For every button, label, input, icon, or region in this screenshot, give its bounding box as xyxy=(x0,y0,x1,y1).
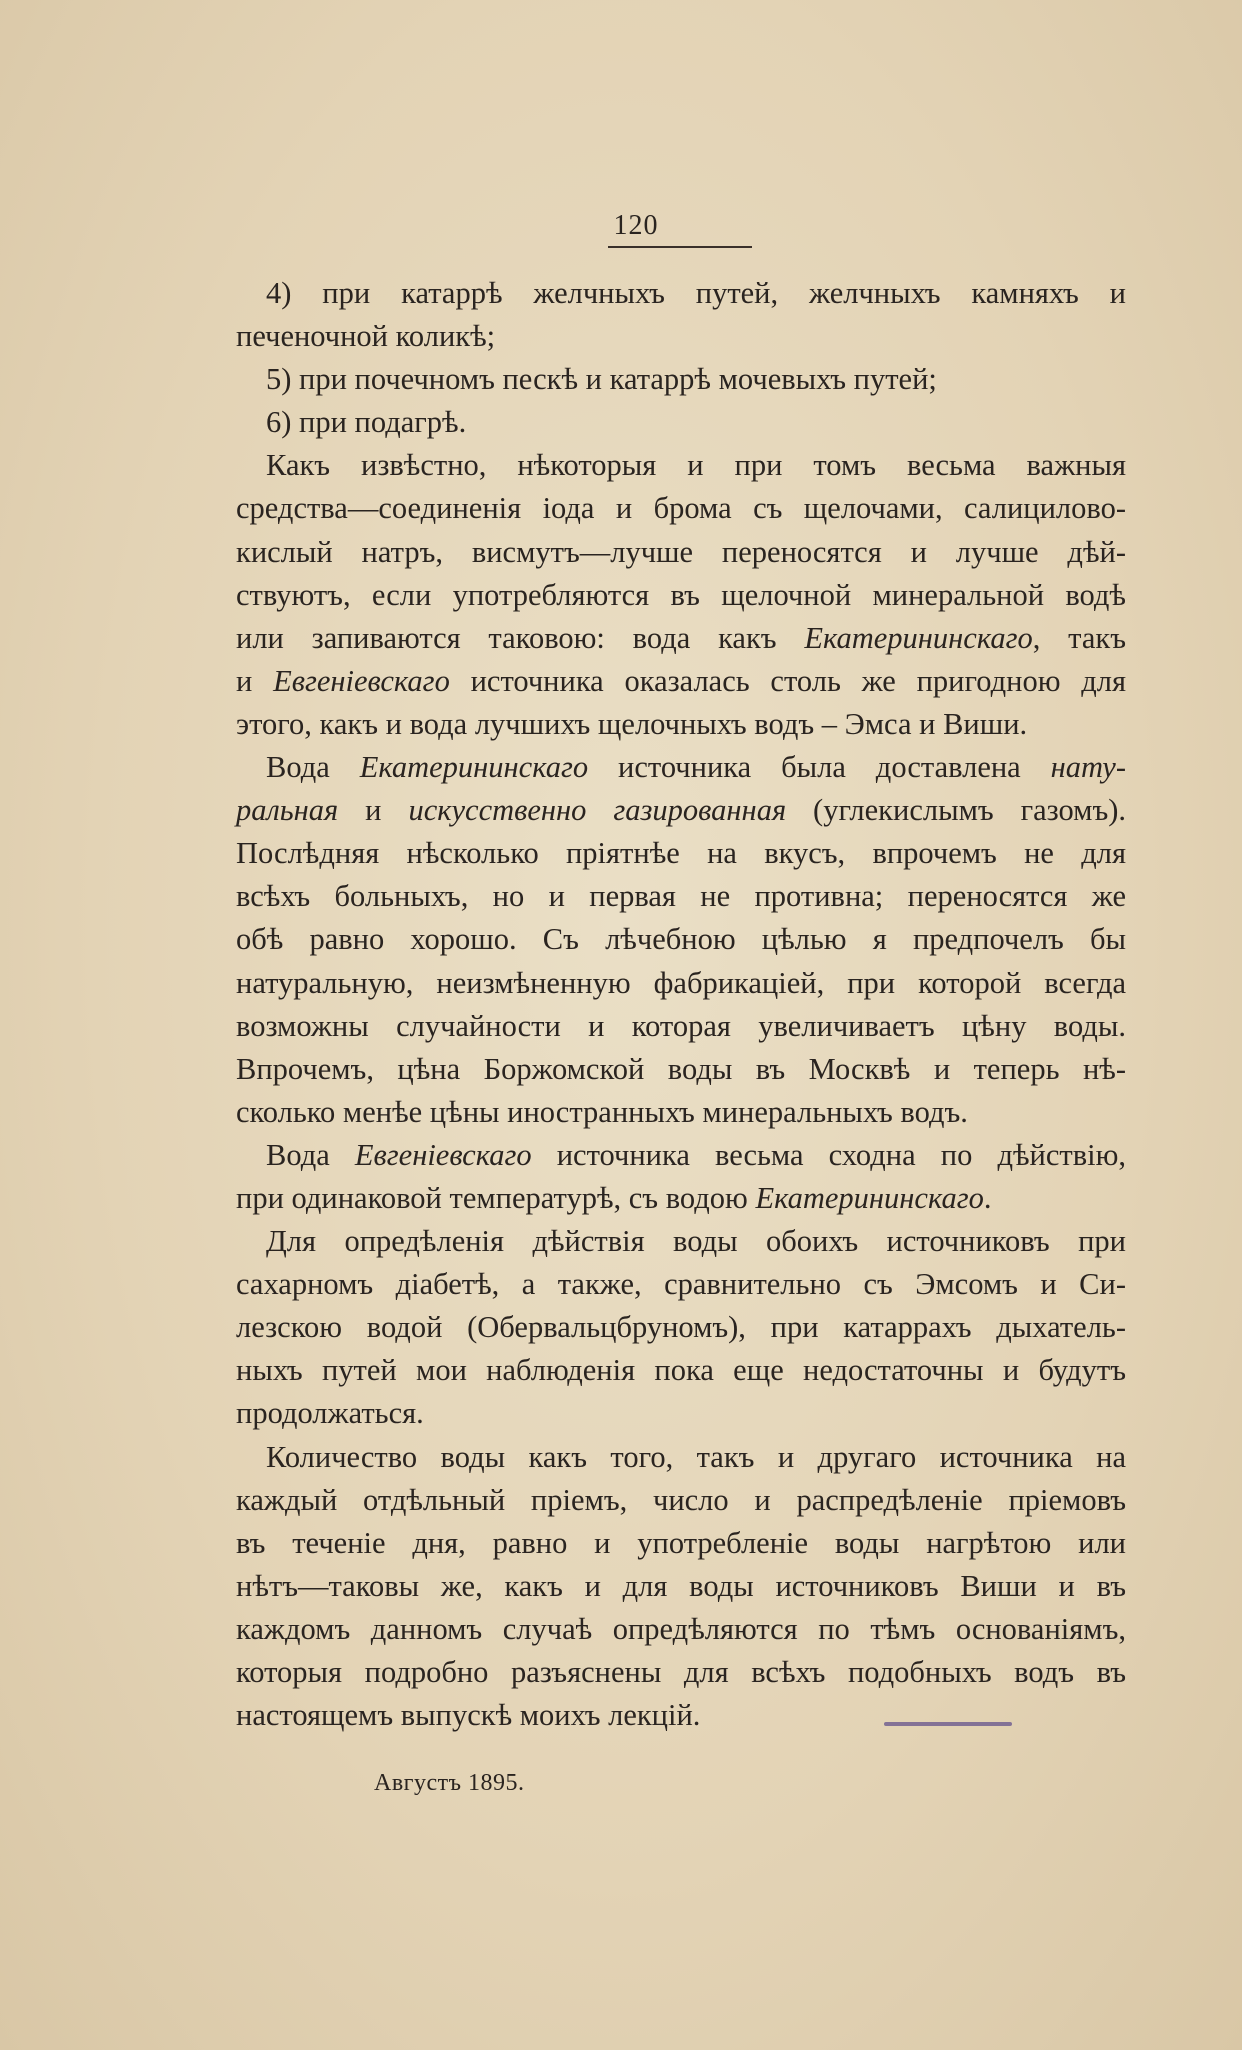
text-line xyxy=(236,1565,1126,1608)
text-segment: обѣ равно хорошо. Съ лѣчебною цѣлью я предпочелъ бы xyxy=(236,922,1126,957)
text-segment: въ теченіе дня, равно и употребленіе воды нагрѣтою или xyxy=(236,1525,1126,1560)
text-segment: 6) при подагрѣ. xyxy=(266,405,467,440)
italic-text: Екатерининскаго xyxy=(359,750,589,785)
text-segment: и xyxy=(338,793,409,828)
text-segment: Послѣдняя нѣсколько пріятнѣе на вкусъ, впрочемъ не для xyxy=(236,836,1126,871)
text-segment: натуральную, неизмѣненную фабрикаціей, при которой всегда xyxy=(236,965,1126,1000)
text-line xyxy=(236,1005,1126,1048)
text-segment: ствуютъ, если употребляются въ щелочной минеральной водѣ xyxy=(236,577,1126,612)
italic-text: Евгеніевскаго xyxy=(354,1137,532,1172)
text-line xyxy=(236,401,1126,444)
page-number: 120 xyxy=(613,210,659,241)
text-line xyxy=(236,1392,1126,1435)
text-segment: каждый отдѣльный пріемъ, число и распредѣленіе пріемовъ xyxy=(236,1482,1126,1517)
text-line xyxy=(236,1436,1126,1479)
text-line xyxy=(236,1220,1126,1263)
text-segment: 4) при катаррѣ желчныхъ путей, желчныхъ камняхъ и xyxy=(266,276,1126,310)
text-line xyxy=(236,962,1126,1005)
text-segment: источника была доставлена xyxy=(588,750,1051,785)
text-line xyxy=(236,358,1126,401)
text-segment: сахарномъ діабетѣ, а также, сравнительно съ Эмсомъ и Си- xyxy=(236,1267,1126,1302)
text-segment: источника весьма сходна по дѣйствію, xyxy=(531,1137,1126,1172)
text-segment: настоящемъ выпускѣ моихъ лекцій. xyxy=(236,1698,701,1733)
text-line xyxy=(236,789,1126,832)
italic-text: Екатерининскаго xyxy=(804,620,1033,655)
text-segment: Вода xyxy=(266,1137,355,1172)
text-segment: источника оказалась столь же пригодною для xyxy=(449,663,1127,698)
text-segment: . xyxy=(983,1180,992,1215)
text-line xyxy=(236,272,1126,315)
text-line xyxy=(236,875,1126,918)
text-segment: которыя подробно разъяснены для всѣхъ подобныхъ водъ въ xyxy=(236,1655,1126,1689)
text-line xyxy=(236,832,1126,875)
text-segment: этого, какъ и вода лучшихъ щелочныхъ водъ – Эмса и Виши. xyxy=(236,706,1028,741)
text-line xyxy=(236,746,1126,789)
text-line xyxy=(236,1694,1126,1737)
text-segment: при одинаковой температурѣ, съ водою xyxy=(236,1180,756,1215)
date-line: Августъ 1895. xyxy=(374,1770,525,1796)
text-segment: каждомъ данномъ случаѣ опредѣляются по тѣмъ основаніямъ, xyxy=(236,1611,1126,1646)
text-line xyxy=(236,617,1126,660)
text-line xyxy=(236,1608,1126,1651)
text-line xyxy=(236,1091,1126,1134)
text-line xyxy=(236,531,1126,574)
text-line xyxy=(236,1479,1126,1522)
text-segment: Количество воды какъ того, такъ и другаго источника на xyxy=(266,1439,1126,1474)
text-segment: печеночной коликѣ; xyxy=(236,319,496,354)
ink-underline xyxy=(884,1722,1012,1726)
text-segment: средства—соединенія іода и брома съ щелочами, салицилово- xyxy=(236,491,1126,526)
text-segment: (углекислымъ газомъ). xyxy=(786,793,1127,828)
text-line xyxy=(236,574,1126,617)
text-line xyxy=(236,1048,1126,1091)
text-segment: 5) при почечномъ пескѣ и катаррѣ мочевыхъ путей; xyxy=(266,362,937,397)
italic-text: искусственно газированная xyxy=(408,793,787,828)
text-line xyxy=(236,918,1126,961)
text-line xyxy=(236,444,1126,487)
text-line xyxy=(236,1134,1126,1177)
text-line xyxy=(236,487,1126,530)
text-segment: сколько менѣе цѣны иностранныхъ минеральныхъ водъ. xyxy=(236,1094,968,1129)
text-line xyxy=(236,1651,1126,1694)
text-segment: лезскою водой (Обервальцбруномъ), при катаррахъ дыхатель- xyxy=(236,1310,1126,1345)
italic-text: ральная xyxy=(236,793,339,828)
text-line xyxy=(236,1349,1126,1392)
text-segment: и xyxy=(236,663,274,698)
text-line xyxy=(236,1263,1126,1306)
italic-text: Екатерининскаго xyxy=(755,1180,984,1215)
text-segment: всѣхъ больныхъ, но и первая не противна; переносятся же xyxy=(236,879,1126,914)
text-line xyxy=(236,703,1126,746)
text-line xyxy=(236,660,1126,703)
text-segment: ныхъ путей мои наблюденія пока еще недостаточны и будутъ xyxy=(236,1353,1126,1388)
text-line xyxy=(236,315,1126,358)
text-segment: нѣтъ—таковы же, какъ и для воды источниковъ Виши и въ xyxy=(236,1568,1126,1603)
text-line xyxy=(236,1306,1126,1349)
text-segment: кислый натръ, висмутъ—лучше переносятся и лучше дѣй- xyxy=(236,534,1126,569)
text-segment: Вода xyxy=(266,750,360,785)
text-segment: Для опредѣленія дѣйствія воды обоихъ источниковъ при xyxy=(266,1224,1126,1259)
text-segment: , такъ xyxy=(1032,620,1126,655)
text-segment: возможны случайности и которая увеличиваетъ цѣну воды. xyxy=(236,1008,1126,1043)
body-text xyxy=(236,272,1126,1737)
text-segment: Впрочемъ, цѣна Боржомской воды въ Москвѣ и теперь нѣ- xyxy=(236,1051,1126,1086)
italic-text: Евгеніевскаго xyxy=(273,663,450,698)
italic-text: нату- xyxy=(1050,750,1126,785)
text-line xyxy=(236,1522,1126,1565)
text-segment: Какъ извѣстно, нѣкоторыя и при томъ весьма важныя xyxy=(266,448,1126,483)
page-number-rule xyxy=(608,246,752,248)
text-segment: продолжаться. xyxy=(236,1396,424,1431)
text-line xyxy=(236,1177,1126,1220)
text-segment: или запиваются таковою: вода какъ xyxy=(236,620,805,655)
